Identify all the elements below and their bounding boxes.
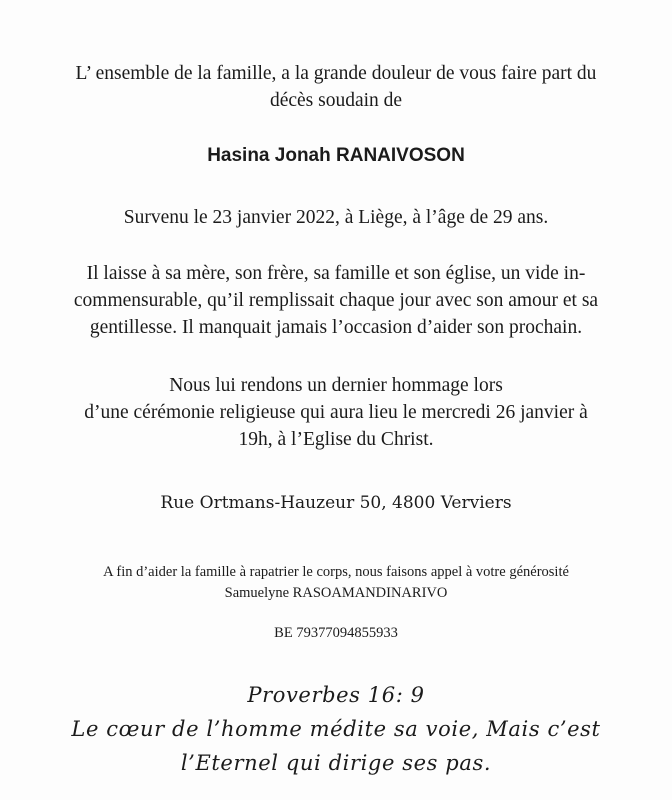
address-line: Rue Ortmans-Hauzeur 50, 4800 Verviers: [160, 493, 512, 513]
intro-paragraph: [0, 60, 672, 114]
ceremony-line-2: d’une cérémonie religieuse qui aura lieu le mercredi 26 janvier à: [84, 402, 588, 423]
verse-line-1: Le cœur de l’homme médite sa voie, Mais c’est: [71, 717, 601, 741]
donation-beneficiary: Samuelyne RASOAMANDINARIVO: [224, 585, 448, 601]
death-info: [0, 204, 672, 231]
bible-verse: [0, 678, 672, 780]
tribute-line-1: Il laisse à sa mère, son frère, sa famille et son église, un vide in-: [86, 263, 586, 284]
death-info-line: Survenu le 23 janvier 2022, à Liège, à l’âge de 29 ans.: [123, 207, 549, 228]
verse-line-2: l’Eternel qui dirige ses pas.: [180, 751, 492, 775]
tribute-line-3: gentillesse. Il manquait jamais l’occasion d’aider son prochain.: [89, 317, 583, 338]
donation-appeal: A fin d’aider la famille à rapatrier le corps, nous faisons appel à votre générosité: [103, 564, 569, 580]
ceremony-line-1: Nous lui rendons un dernier hommage lors: [169, 375, 503, 396]
donation-section: [0, 562, 672, 604]
deceased-name: Hasina Jonah RANAIVOSON: [207, 145, 465, 166]
intro-line-1: L’ ensemble de la famille, a la grande douleur de vous faire part du: [75, 63, 597, 84]
verse-reference: Proverbes 16: 9: [247, 683, 425, 707]
ceremony-paragraph: [0, 372, 672, 453]
bank-account-number: BE 79377094855933: [274, 625, 398, 641]
ceremony-address: [0, 490, 672, 517]
ceremony-line-3: 19h, à l’Eglise du Christ.: [238, 429, 434, 450]
donation-account: [0, 623, 672, 644]
tribute-line-2: commensurable, qu’il remplissait chaque jour avec son amour et sa: [73, 290, 599, 311]
tribute-paragraph: [0, 260, 672, 341]
intro-line-2: décès soudain de: [269, 90, 403, 111]
